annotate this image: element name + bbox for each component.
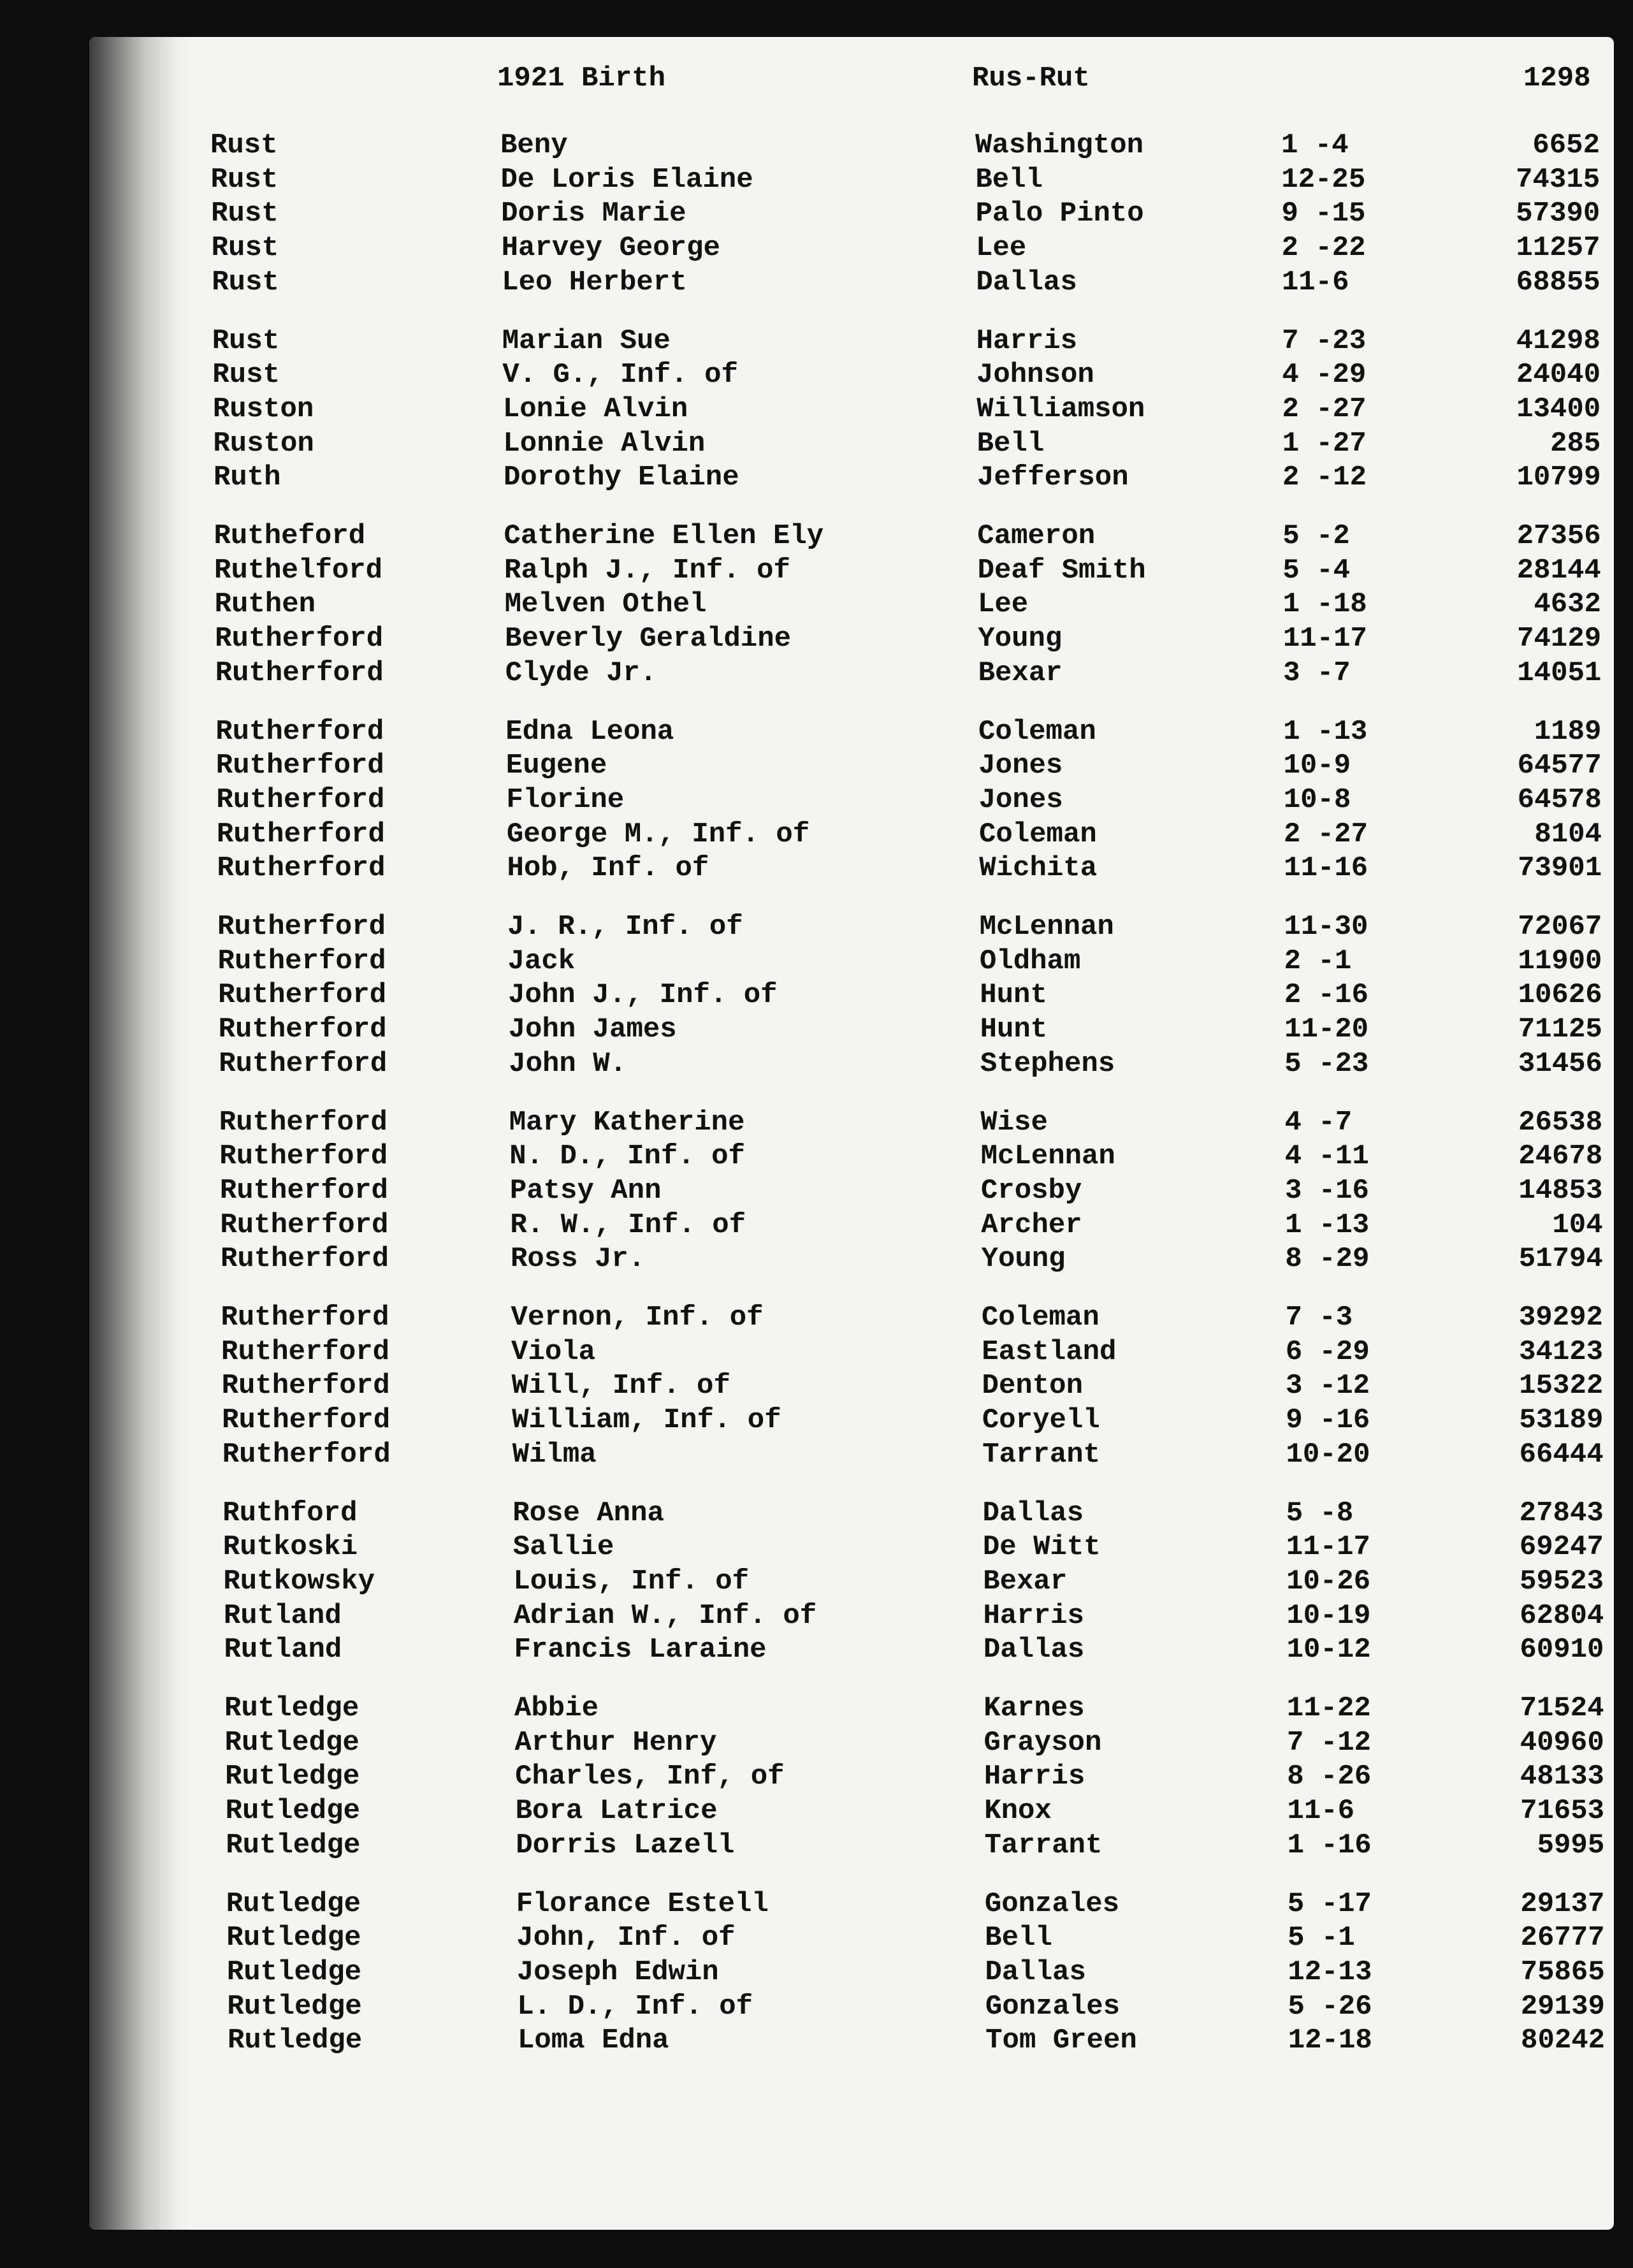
record-number: 71653 (1520, 1795, 1605, 1828)
record-given-name: Patsy Ann (509, 1174, 662, 1207)
record-county: Cameron (977, 520, 1096, 552)
record-given-name: Wilma (512, 1438, 597, 1471)
record-date: 2 -27 (1283, 818, 1368, 850)
record-number: 74315 (1516, 163, 1600, 196)
record-date: 11-17 (1286, 1531, 1370, 1564)
record-number: 75865 (1520, 1956, 1605, 1988)
record-given-name: William, Inf. of (512, 1404, 781, 1437)
record-number: 13400 (1516, 393, 1601, 425)
record-number: 64577 (1517, 750, 1602, 782)
record-surname: Rust (210, 129, 278, 161)
record-number: 1189 (1534, 715, 1602, 748)
record-number: 60910 (1520, 1634, 1604, 1666)
record-county: De Witt (982, 1531, 1101, 1564)
record-date: 1 -13 (1285, 1209, 1370, 1241)
record-date: 2 -16 (1284, 979, 1368, 1012)
record-surname: Rutherford (218, 979, 387, 1012)
record-surname: Rutherford (222, 1438, 391, 1471)
record-date: 9 -16 (1286, 1404, 1370, 1437)
record-date: 10-12 (1286, 1634, 1371, 1666)
record-county: Oldham (979, 945, 1081, 977)
record-given-name: Florine (506, 783, 625, 816)
record-county: Jones (978, 783, 1063, 816)
record-county: Knox (984, 1795, 1052, 1828)
record-given-name: Melven Othel (504, 588, 707, 621)
record-date: 10-9 (1283, 750, 1351, 782)
header-range: Rus-Rut (972, 62, 1090, 94)
record-number: 28144 (1516, 554, 1601, 586)
record-date: 1 -4 (1281, 129, 1349, 161)
record-surname: Rust (211, 198, 279, 230)
record-number: 41298 (1516, 324, 1600, 357)
record-surname: Rutherford (215, 657, 384, 689)
record-county: Young (978, 623, 1063, 655)
record-surname: Rutledge (226, 1829, 361, 1861)
record-number: 68855 (1516, 266, 1600, 298)
record-county: Bell (985, 1922, 1052, 1954)
record-county: Dallas (982, 1497, 1084, 1529)
record-given-name: N. D., Inf. of (509, 1140, 745, 1173)
record-surname: Rutledge (227, 2024, 363, 2057)
record-county: Lee (977, 588, 1029, 621)
record-given-name: Clyde Jr. (505, 657, 657, 689)
record-county: Dallas (985, 1956, 1086, 1988)
record-county: Harris (983, 1599, 1084, 1632)
record-number: 40960 (1520, 1726, 1604, 1759)
record-date: 7 -12 (1287, 1726, 1372, 1759)
record-given-name: John James (508, 1014, 677, 1046)
record-date: 5 -8 (1286, 1497, 1354, 1529)
record-given-name: J. R., Inf. of (507, 911, 743, 943)
record-given-name: Jack (507, 945, 576, 977)
record-given-name: John, Inf. of (516, 1922, 736, 1954)
record-given-name: George M., Inf. of (506, 818, 810, 850)
record-given-name: Francis Laraine (514, 1634, 767, 1666)
record-date: 5 -17 (1287, 1887, 1372, 1920)
record-given-name: L. D., Inf. of (517, 1990, 753, 2023)
record-surname: Rutledge (226, 1887, 361, 1920)
record-date: 3 -16 (1284, 1174, 1369, 1207)
record-number: 10799 (1516, 462, 1601, 494)
record-surname: Rutheford (214, 520, 366, 552)
record-county: Wichita (979, 852, 1098, 885)
record-county: Harris (983, 1761, 1085, 1793)
record-surname: Ruston (212, 393, 314, 425)
record-given-name: Florance Estell (516, 1887, 769, 1920)
record-county: Washington (975, 129, 1144, 161)
record-number: 74129 (1517, 623, 1602, 655)
record-date: 11-6 (1281, 266, 1349, 298)
record-county: Eastland (982, 1335, 1117, 1368)
record-county: Bell (976, 427, 1045, 460)
record-date: 3 -7 (1283, 657, 1351, 689)
record-surname: Rutkoski (222, 1531, 358, 1564)
record-number: 6652 (1532, 129, 1600, 161)
record-surname: Rutherford (221, 1370, 390, 1402)
record-surname: Rutledge (225, 1795, 360, 1828)
record-given-name: Catherine Ellen Ely (504, 520, 824, 552)
record-date: 7 -3 (1285, 1302, 1353, 1334)
record-given-name: Harvey George (501, 232, 720, 265)
record-given-name: De Loris Elaine (500, 163, 753, 196)
record-surname: Rust (211, 232, 279, 265)
record-date: 12-18 (1288, 2024, 1372, 2057)
record-county: Crosby (980, 1174, 1082, 1207)
record-date: 1 -16 (1287, 1829, 1372, 1861)
record-surname: Rutherford (217, 911, 386, 943)
record-number: 24040 (1516, 359, 1600, 391)
record-number: 4632 (1534, 588, 1601, 621)
record-given-name: Ross Jr. (510, 1243, 646, 1276)
record-county: Tarrant (984, 1829, 1103, 1861)
record-surname: Ruthen (214, 588, 316, 621)
record-date: 6 -29 (1285, 1335, 1370, 1368)
record-surname: Rutherford (218, 1014, 387, 1046)
record-given-name: Mary Katherine (509, 1106, 745, 1138)
record-number: 72067 (1518, 911, 1602, 943)
record-number: 69247 (1519, 1531, 1604, 1564)
record-date: 11-20 (1284, 1014, 1369, 1046)
record-date: 5 -4 (1282, 554, 1351, 586)
record-number: 14051 (1517, 657, 1602, 689)
record-number: 11257 (1516, 232, 1600, 265)
record-date: 11-22 (1286, 1692, 1371, 1724)
record-number: 10626 (1518, 979, 1602, 1012)
record-number: 51794 (1518, 1243, 1603, 1276)
record-given-name: Adrian W., Inf. of (513, 1599, 817, 1632)
record-surname: Rutledge (226, 1956, 362, 1988)
record-county: Tom Green (985, 2024, 1137, 2057)
record-surname: Rust (212, 359, 280, 391)
record-date: 1 -27 (1282, 427, 1367, 460)
record-number: 59523 (1520, 1565, 1604, 1597)
record-surname: Rutland (223, 1599, 342, 1632)
record-county: Gonzales (984, 1887, 1120, 1920)
record-given-name: Lonie Alvin (502, 393, 688, 425)
record-given-name: V. G., Inf. of (502, 359, 738, 391)
record-county: Coleman (978, 818, 1097, 850)
record-surname: Rutherford (215, 623, 384, 655)
record-number: 80242 (1521, 2024, 1606, 2057)
record-number: 14853 (1518, 1174, 1603, 1207)
record-county: Hunt (980, 1014, 1048, 1046)
record-given-name: Sallie (512, 1531, 614, 1564)
record-date: 10-8 (1283, 783, 1351, 816)
record-number: 39292 (1518, 1302, 1603, 1334)
record-surname: Rutherford (221, 1335, 390, 1368)
record-county: Stephens (980, 1047, 1115, 1080)
record-county: Karnes (983, 1692, 1085, 1724)
record-number: 31456 (1518, 1047, 1602, 1080)
record-county: Hunt (980, 979, 1047, 1012)
record-number: 57390 (1516, 198, 1600, 230)
record-number: 26777 (1520, 1922, 1605, 1954)
record-number: 48133 (1520, 1761, 1604, 1793)
record-number: 24678 (1518, 1140, 1603, 1173)
record-number: 64578 (1517, 783, 1602, 816)
record-given-name: Rose Anna (512, 1497, 664, 1529)
record-given-name: Charles, Inf, of (515, 1761, 785, 1793)
record-number: 73901 (1518, 852, 1602, 885)
record-surname: Rutherford (220, 1209, 389, 1241)
record-given-name: Vernon, Inf. of (511, 1302, 764, 1334)
record-number: 8104 (1534, 818, 1602, 850)
record-number: 15322 (1519, 1370, 1604, 1402)
record-county: Bexar (983, 1565, 1068, 1597)
record-date: 11-17 (1282, 623, 1367, 655)
record-date: 11-16 (1284, 852, 1368, 885)
record-date: 4 -7 (1284, 1106, 1353, 1138)
record-surname: Ruthelford (214, 554, 383, 586)
record-county: Dallas (983, 1634, 1085, 1666)
record-number: 27843 (1519, 1497, 1604, 1529)
record-given-name: Lonnie Alvin (503, 427, 706, 460)
record-given-name: Joseph Edwin (516, 1956, 719, 1988)
record-surname: Rutherford (221, 1302, 389, 1334)
record-county: Jefferson (976, 462, 1129, 494)
record-number: 71524 (1520, 1692, 1604, 1724)
record-given-name: Hob, Inf. of (507, 852, 709, 885)
record-date: 12-25 (1281, 163, 1366, 196)
record-date: 11-30 (1284, 911, 1368, 943)
record-county: Coleman (978, 715, 1096, 748)
record-number: 62804 (1520, 1599, 1604, 1632)
record-county: Tarrant (982, 1438, 1101, 1471)
record-surname: Rutherford (219, 1106, 388, 1138)
record-surname: Rutledge (226, 1922, 361, 1954)
record-surname: Rust (212, 266, 279, 298)
record-county: Denton (982, 1370, 1083, 1402)
record-date: 1 -13 (1283, 715, 1368, 748)
record-county: Dallas (976, 266, 1077, 298)
record-surname: Rutherford (215, 715, 384, 748)
record-county: Deaf Smith (977, 554, 1146, 586)
record-date: 8 -26 (1287, 1761, 1372, 1793)
record-date: 5 -23 (1284, 1047, 1369, 1080)
record-surname: Rutherford (215, 750, 384, 782)
record-date: 5 -26 (1288, 1990, 1372, 2023)
record-number: 66444 (1519, 1438, 1604, 1471)
record-given-name: Eugene (505, 750, 607, 782)
record-given-name: Leo Herbert (502, 266, 687, 298)
record-given-name: Ralph J., Inf. of (504, 554, 790, 586)
record-surname: Rutledge (225, 1761, 360, 1793)
record-given-name: R. W., Inf. of (510, 1209, 746, 1241)
record-surname: Rutherford (220, 1243, 389, 1276)
record-date: 2 -1 (1284, 945, 1352, 977)
record-date: 10-26 (1286, 1565, 1371, 1597)
record-given-name: Beny (500, 129, 568, 161)
record-date: 9 -15 (1281, 198, 1366, 230)
record-date: 8 -29 (1285, 1243, 1370, 1276)
record-county: Bell (975, 163, 1043, 196)
record-county: Jones (978, 750, 1063, 782)
record-surname: Rutkowsky (223, 1565, 375, 1597)
record-county: Gonzales (985, 1990, 1121, 2023)
record-county: Coleman (981, 1302, 1100, 1334)
record-given-name: Loma Edna (517, 2024, 669, 2057)
record-date: 2 -12 (1282, 462, 1367, 494)
record-given-name: John W. (509, 1047, 627, 1080)
record-county: Palo Pinto (975, 198, 1144, 230)
record-date: 5 -2 (1282, 520, 1350, 552)
record-surname: Rutherford (219, 1140, 388, 1173)
record-surname: Rutherford (217, 852, 386, 885)
record-county: McLennan (980, 1140, 1115, 1173)
record-number: 285 (1550, 427, 1601, 460)
record-county: Harris (976, 324, 1078, 357)
record-given-name: Marian Sue (502, 324, 671, 357)
record-surname: Rust (212, 324, 280, 357)
record-surname: Rutherford (217, 945, 386, 977)
record-surname: Rutland (224, 1634, 342, 1666)
record-given-name: Edna Leona (505, 715, 674, 748)
record-given-name: Doris Marie (501, 198, 686, 230)
record-number: 11900 (1518, 945, 1602, 977)
record-date: 10-20 (1286, 1438, 1370, 1471)
record-surname: Ruth (213, 462, 281, 494)
record-county: Bexar (978, 657, 1063, 689)
record-county: Grayson (983, 1726, 1102, 1759)
record-given-name: John J., Inf. of (508, 979, 778, 1012)
record-surname: Rutherford (216, 783, 385, 816)
records-list (89, 37, 1614, 2230)
record-surname: Rust (210, 163, 279, 196)
record-given-name: Abbie (514, 1692, 599, 1724)
record-date: 11-6 (1287, 1795, 1355, 1828)
record-given-name: Beverly Geraldine (505, 623, 792, 655)
record-number: 34123 (1519, 1335, 1604, 1368)
record-surname: Rutledge (224, 1726, 359, 1759)
record-county: Archer (981, 1209, 1082, 1241)
record-county: Young (981, 1243, 1066, 1276)
record-given-name: Viola (511, 1335, 596, 1368)
record-date: 2 -27 (1282, 393, 1367, 425)
record-given-name: Arthur Henry (514, 1726, 717, 1759)
record-date: 7 -23 (1282, 324, 1367, 357)
record-surname: Ruthford (222, 1497, 358, 1529)
record-number: 104 (1552, 1209, 1603, 1241)
record-surname: Rutherford (219, 1174, 388, 1207)
record-surname: Rutherford (222, 1404, 391, 1437)
record-county: Williamson (976, 393, 1145, 425)
record-number: 29137 (1520, 1887, 1605, 1920)
record-number: 29139 (1520, 1990, 1605, 2023)
record-date: 12-13 (1288, 1956, 1372, 1988)
record-date: 3 -12 (1286, 1370, 1370, 1402)
record-given-name: Dorris Lazell (516, 1829, 735, 1861)
record-surname: Ruston (213, 427, 314, 460)
record-date: 4 -29 (1282, 359, 1367, 391)
record-number: 26538 (1518, 1106, 1603, 1138)
record-surname: Rutherford (219, 1047, 388, 1080)
record-given-name: Dorothy Elaine (503, 462, 739, 494)
record-county: Johnson (976, 359, 1094, 391)
header-title: 1921 Birth (497, 62, 666, 94)
record-county: Coryell (982, 1404, 1100, 1437)
record-date: 10-19 (1286, 1599, 1371, 1632)
record-date: 5 -1 (1288, 1922, 1355, 1954)
record-date: 4 -11 (1284, 1140, 1369, 1173)
record-county: McLennan (979, 911, 1114, 943)
record-number: 5995 (1537, 1829, 1605, 1861)
record-number: 71125 (1518, 1014, 1602, 1046)
record-county: Lee (975, 232, 1027, 265)
record-surname: Rutledge (227, 1990, 362, 2023)
record-given-name: Bora Latrice (515, 1795, 718, 1828)
record-given-name: Louis, Inf. of (513, 1565, 750, 1597)
record-number: 53189 (1519, 1404, 1604, 1437)
record-county: Wise (980, 1106, 1048, 1138)
record-given-name: Will, Inf. of (511, 1370, 730, 1402)
record-surname: Rutledge (224, 1692, 359, 1724)
page-number: 1298 (1523, 62, 1591, 94)
record-surname: Rutherford (216, 818, 385, 850)
document-page (89, 37, 1614, 2230)
record-date: 1 -18 (1282, 588, 1367, 621)
record-number: 27356 (1516, 520, 1601, 552)
record-date: 2 -22 (1281, 232, 1366, 265)
